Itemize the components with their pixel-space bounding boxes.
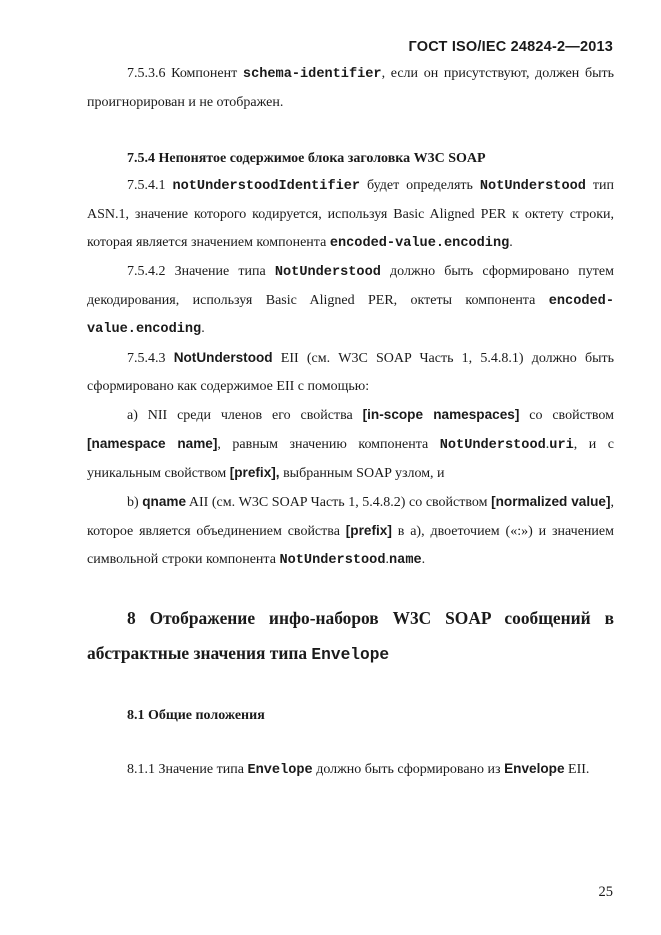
heading-section-8 — [87, 601, 614, 673]
text: . — [421, 551, 426, 567]
property-term: [in-scope namespaces] — [362, 406, 520, 422]
property-term: [normalized value] — [491, 494, 611, 510]
code-term: encoded-value.encoding — [329, 235, 510, 251]
text: AII (см. W3C SOAP Часть 1, 5.4.8.2) со свойством — [186, 495, 492, 511]
page-number: 25 — [598, 884, 613, 900]
text: . — [509, 234, 513, 250]
code-term: uri — [549, 437, 574, 453]
heading-7-5-4: 7.5.4 Непонятое содержимое блока заголовка W3C SOAP — [127, 150, 486, 166]
paragraph-8-1-1 — [87, 755, 614, 785]
property-term: [prefix] — [345, 522, 392, 538]
text: 7.5.4.1 — [127, 178, 173, 194]
text: , и с уникальным свойством — [87, 436, 614, 482]
text: 7.5.4.3 — [127, 351, 174, 367]
code-term: NotUnderstood — [279, 552, 386, 568]
property-term: [namespace name] — [87, 435, 218, 451]
paragraph-7-5-4-3 — [87, 344, 614, 401]
text: 8 Отображение инфо-наборов W3C SOAP сообщений в абстрактные значения типа — [87, 607, 614, 663]
text: тип ASN.1, значение которого кодируется, используя Basic Aligned PER к октету строки, которая является значением компонента — [87, 178, 615, 250]
text: будет определять — [360, 178, 480, 194]
text: выбранным SOAP узлом, и — [279, 466, 445, 482]
code-term: NotUnderstood — [439, 437, 546, 453]
code-term: NotUnderstood — [479, 179, 586, 195]
text: должно быть сформировано путем декодирования, используя Basic Aligned PER, октеты компонента — [87, 263, 614, 308]
paragraph-7-5-4-2 — [87, 258, 614, 344]
attribute-term: qname — [142, 494, 187, 510]
text: , равным значению компонента — [217, 436, 440, 452]
element-term: NotUnderstood — [173, 350, 273, 366]
property-term: [prefix], — [229, 465, 280, 481]
text: со свойством — [519, 407, 615, 423]
code-term: NotUnderstood — [274, 264, 381, 280]
text: в а), двоеточием («:») и значением символьной строки компонента — [87, 523, 614, 567]
element-term: Envelope — [504, 761, 565, 777]
text: EII. — [564, 762, 590, 778]
paragraph-7-5-4-1 — [87, 172, 614, 257]
text: b) — [127, 495, 143, 511]
text: 7.5.3.6 Компонент — [127, 66, 243, 81]
heading-8-1: 8.1 Общие положения — [127, 707, 265, 723]
page-body — [87, 60, 614, 785]
document-code: ГОСТ ISO/IEC 24824-2—2013 — [408, 39, 613, 55]
text: . — [545, 436, 550, 452]
text: a) NII среди членов его свойства — [127, 407, 363, 423]
text: должно быть сформировано из — [312, 762, 505, 778]
text: , если он присутствуют, должен быть проигнорирован и не отображен. — [87, 66, 614, 110]
list-item-b — [87, 488, 614, 574]
text: . — [201, 321, 205, 337]
text: . — [385, 551, 389, 567]
paragraph-7-5-3-6 — [87, 60, 614, 117]
list-item-a — [87, 401, 614, 488]
code-term: schema-identifier — [242, 67, 382, 82]
code-term: Envelope — [311, 645, 390, 664]
code-term: notUnderstoodIdentifier — [172, 179, 361, 195]
text: EII (см. W3C SOAP Часть 1, 5.4.8.1) должно быть сформировано как содержимое EII с помощью: — [87, 351, 615, 394]
code-term: encoded-value.encoding — [87, 293, 614, 338]
code-term: Envelope — [247, 763, 313, 779]
text: 8.1.1 Значение типа — [127, 762, 248, 778]
text: 7.5.4.2 Значение типа — [127, 263, 275, 279]
code-term: name — [389, 552, 422, 568]
text: , которое является объединением свойства — [87, 495, 614, 539]
